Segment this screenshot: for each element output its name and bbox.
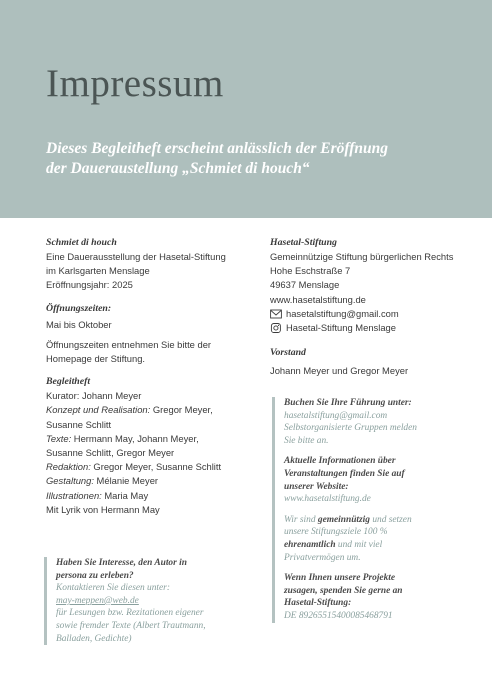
foundation-info-box: [272, 397, 484, 623]
foundation-line: Gemeinnützige Stiftung bürgerlichen Rechts: [270, 251, 454, 262]
foundation-email-row[interactable]: [270, 307, 470, 321]
credit-value: Mélanie Meyer: [93, 475, 159, 487]
credit-curator: [46, 389, 246, 403]
subtitle-line-2-prefix: der Daueraustellung: [46, 160, 183, 177]
nonprofit-emphasis: ehrenamtlich: [284, 539, 336, 550]
exhibition-block: [46, 236, 246, 293]
news-heading: Aktuelle Informationen über: [284, 456, 396, 467]
credit-label: Gestaltung:: [46, 475, 94, 487]
credits-block: [46, 375, 246, 517]
donation-iban: DE 89265515400085468791: [284, 610, 393, 621]
news-heading: Veranstaltungen finden Sie auf: [284, 468, 405, 479]
author-contact-line: Balladen, Gedichte): [56, 633, 132, 644]
board-block: [270, 346, 470, 378]
nonprofit-line: Privatvermögen um.: [284, 552, 361, 563]
credit-value: Maria May: [101, 489, 149, 501]
author-contact-line: sowie fremder Texte (Albert Trautmann,: [56, 620, 206, 631]
credit-illustrations: [46, 489, 246, 503]
credit-lyric: Mit Lyrik von Hermann May: [46, 503, 160, 515]
nonprofit-text: und setzen: [369, 514, 412, 525]
news-info: [284, 455, 484, 505]
nonprofit-emphasis: gemeinnützig: [317, 514, 370, 525]
news-website-link[interactable]: www.hasetalstiftung.de: [284, 494, 371, 505]
credit-label: Texte:: [46, 432, 72, 444]
tour-text: Sie bitte an.: [284, 435, 329, 446]
right-column: [270, 236, 470, 387]
tour-heading: Buchen Sie Ihre Führung unter:: [284, 398, 412, 408]
nonprofit-text: Wir sind: [284, 514, 318, 525]
exhibition-line: Eröffnungsjahr: 2025: [46, 279, 133, 291]
instagram-icon: [270, 323, 282, 333]
author-email-link[interactable]: may-meppen@web.de: [56, 595, 139, 606]
tour-email-link[interactable]: hasetalstiftung@gmail.com: [284, 410, 388, 421]
credits-heading: Begleitheft: [46, 376, 91, 388]
donation-heading: Wenn Ihnen unsere Projekte: [284, 573, 396, 584]
opening-hours-months: Mai bis Oktober: [46, 318, 112, 330]
foundation-instagram: Hasetal-Stiftung Menslage: [286, 322, 396, 334]
credit-texts: [46, 432, 246, 446]
opening-hours-note: [46, 338, 246, 366]
tour-text: Selbstorganisierte Gruppen melden: [284, 423, 417, 434]
board-members: Johann Meyer und Gregor Meyer: [270, 365, 409, 377]
opening-hours-block: [46, 302, 246, 332]
opening-hours-note-line: Öffnungszeiten entnehmen Sie bitte der: [46, 338, 212, 350]
nonprofit-text: und mit viel: [335, 539, 383, 550]
credit-design: [46, 474, 246, 488]
credit-value: Gregor Meyer,: [150, 404, 213, 416]
credit-editor: [46, 460, 246, 474]
foundation-heading: Hasetal-Stiftung: [270, 237, 337, 248]
nonprofit-line: unsere Stiftungsziele 100 %: [284, 527, 388, 538]
author-question-line: Haben Sie Interesse, den Autor in: [56, 558, 187, 568]
author-contact-box: [44, 557, 256, 645]
exhibition-line: Eine Dauerausstellung der Hasetal-Stiftung: [46, 251, 226, 262]
exhibition-line: im Karlsgarten Menslage: [46, 265, 150, 277]
foundation-block: [270, 236, 470, 335]
exhibition-heading: Schmiet di houch: [46, 237, 117, 248]
page-title: Impressum: [46, 62, 224, 105]
nonprofit-line: [284, 539, 484, 552]
foundation-email: hasetalstiftung@gmail.com: [286, 307, 399, 319]
subtitle-line-1: Dieses Begleitheft erscheint anlässlich der Eröffnung: [46, 140, 389, 157]
credit-label: Kurator:: [46, 390, 80, 402]
credit-label: Redaktion:: [46, 461, 91, 473]
credit-value: Gregor Meyer, Susanne Schlitt: [90, 461, 222, 473]
foundation-website-link[interactable]: www.hasetalstiftung.de: [270, 293, 366, 305]
author-contact-line: Kontaktieren Sie diesen unter:: [56, 583, 170, 594]
credit-texts-cont: Susanne Schlitt, Gregor Meyer: [46, 447, 175, 459]
opening-hours-note-line: Homepage der Stiftung.: [46, 353, 146, 365]
author-question-line: persona zu erleben?: [56, 570, 134, 581]
subtitle-exhibition-name: „Schmiet di houch“: [182, 160, 310, 177]
credit-label: Konzept und Realisation:: [46, 404, 151, 416]
donation-info: [284, 572, 484, 622]
header-banner: [0, 0, 492, 218]
credit-concept: [46, 403, 246, 417]
board-heading: Vorstand: [270, 347, 306, 359]
foundation-instagram-row[interactable]: [270, 321, 470, 335]
credit-concept-cont: Susanne Schlitt: [46, 418, 112, 430]
foundation-line: Hohe Eschstraße 7: [270, 265, 351, 277]
credit-value: Hermann May, Johann Meyer,: [71, 432, 199, 444]
subtitle-line-2: [46, 159, 466, 179]
nonprofit-info: [284, 514, 484, 564]
opening-hours-heading: Öffnungszeiten:: [46, 302, 112, 314]
news-heading: unserer Website:: [284, 481, 349, 492]
donation-heading: zusagen, spenden Sie gerne an: [284, 585, 403, 596]
nonprofit-line: [284, 514, 484, 527]
foundation-line: 49637 Menslage: [270, 279, 340, 291]
credit-value: Johann Meyer: [79, 390, 142, 402]
tour-booking: [284, 397, 484, 447]
left-column: [46, 236, 246, 526]
author-contact-line: für Lesungen bzw. Rezitationen eigener: [56, 608, 204, 619]
page-subtitle: [46, 139, 466, 179]
credit-label: Illustrationen:: [46, 489, 102, 501]
mail-icon: [270, 309, 282, 319]
donation-heading: Hasetal-Stiftung:: [284, 598, 352, 609]
